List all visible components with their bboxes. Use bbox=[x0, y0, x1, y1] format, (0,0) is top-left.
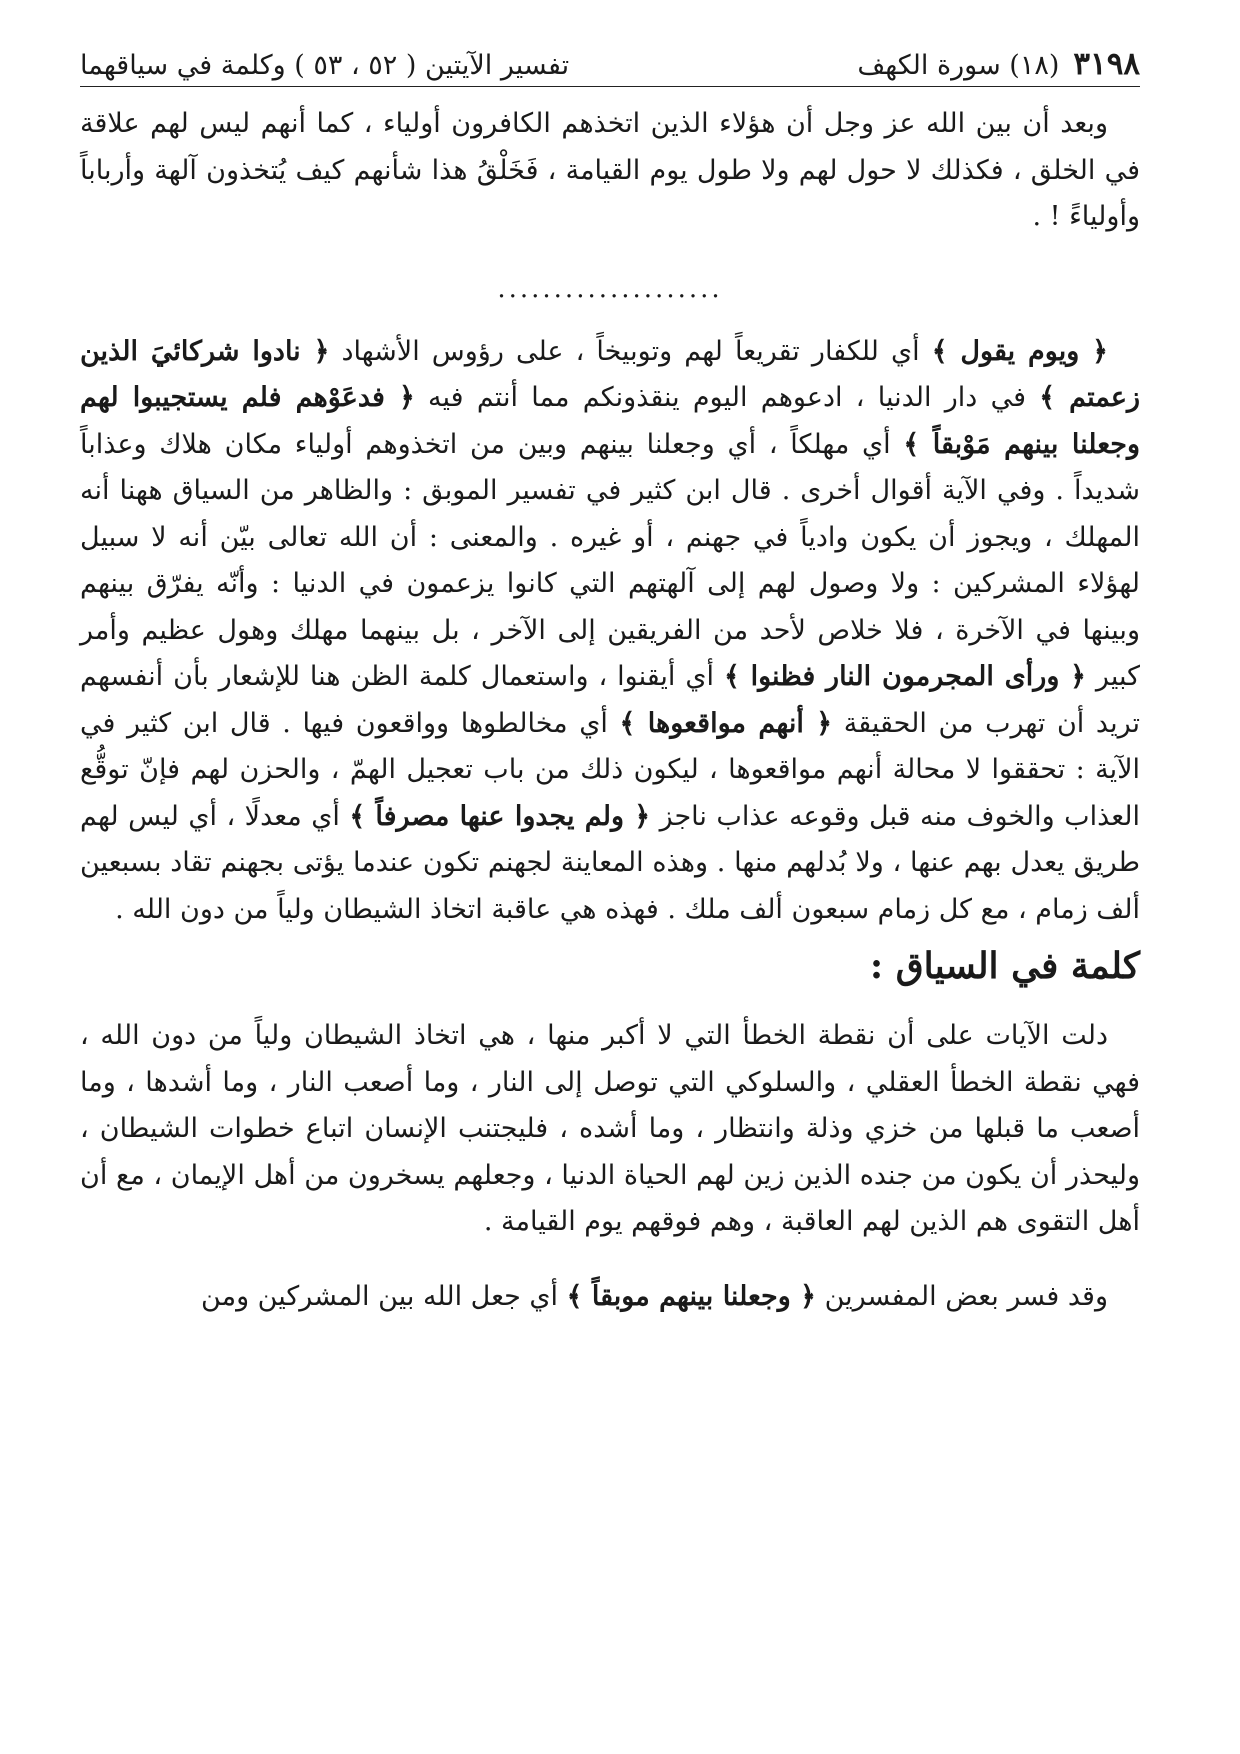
quran-quote: ﴿ فدعَوْهم فلم يستجيبوا لهم وجعلنا بينهم مَوْبقاً ﴾ bbox=[80, 382, 1140, 460]
quran-quote: ﴿ أنهم مواقعوها ﴾ bbox=[619, 707, 833, 739]
quran-quote: ﴿ ولم يجدوا عنها مصرفاً ﴾ bbox=[349, 800, 651, 832]
closing-paragraph bbox=[80, 1274, 1140, 1321]
commentary-text: في دار الدنيا ، ادعوهم اليوم ينقذونكم مما أنتم فيه bbox=[414, 382, 1040, 413]
context-subheading: كلمة في السياق : bbox=[869, 945, 1140, 987]
page-number: ٣١٩٨ bbox=[1073, 46, 1140, 82]
commentary-text: أي للكفار تقريعاً لهم وتوبيخاً ، على رؤوس الأشهاد bbox=[329, 335, 932, 367]
commentary-text: وقد فسر بعض المفسرين bbox=[815, 1280, 1108, 1312]
commentary-text: أي أيقنوا ، واستعمال كلمة الظن هنا للإشعار بأن أنفسهم تريد أن تهرب من الحقيقة bbox=[80, 661, 1141, 739]
quran-quote: ﴿ وجعلنا بينهم موبقاً ﴾ bbox=[566, 1280, 816, 1312]
quran-quote: ﴿ نادوا شركائيَ الذين زعمتم ﴾ bbox=[80, 335, 1140, 413]
quran-quote: ﴿ ويوم يقول ﴾ bbox=[931, 335, 1108, 367]
surah-title: (١٨) سورة الكهف bbox=[857, 50, 1060, 81]
context-paragraph: دلت الآيات على أن نقطة الخطأ التي لا أكبر منها ، هي اتخاذ الشيطان ولياً من دون الله ، فهي نقطة الخطأ العقلي ، والسلوكي التي توصل إلى النار ، وما أصعب النار ، وما أشدها ، وما أصعب ما قبلها من خزي وذلة وانتظار ، وما أشده ، فليجتنب الإنسان اتباع خطوات الشيطان ، وليحذر أن يكون من جنده الذين زين لهم الحياة الدنيا ، وجعلهم يسخرون من أهل الإيمان ، مع أن أهل التقوى هم الذين لهم العاقبة ، وهم فوقهم يوم القيامة . bbox=[80, 1020, 1140, 1237]
running-header bbox=[80, 38, 1140, 87]
commentary-text: أي جعل الله بين المشركين ومن bbox=[201, 1280, 567, 1312]
commentary-text: أي معدلًا ، أي ليس لهم طريق يعدل بهم عنها ، ولا بُدلهم منها . وهذه المعاينة لجهنم تكون عندما يؤتى بجهنم تقاد بسبعين ألف زمام ، مع كل زمام سبعون ألف ملك . فهذه هي عاقبة اتخاذ الشيطان ولياً من دون الله . bbox=[80, 800, 1140, 925]
section-separator: .................... bbox=[497, 273, 723, 304]
header-right bbox=[857, 44, 1140, 86]
paragraph-gap bbox=[80, 1246, 1140, 1274]
document-page bbox=[80, 38, 1140, 1728]
quran-quote: ﴿ ورأى المجرمون النار فظنوا ﴾ bbox=[724, 661, 1086, 692]
section-title: تفسير الآيتين ( ٥٢ ، ٥٣ ) وكلمة في سياقهما bbox=[80, 50, 570, 81]
tafsir-paragraph bbox=[80, 329, 1140, 934]
commentary-text: أي مخالطوها وواقعون فيها . قال ابن كثير في الآية : تحققوا لا محالة أنهم مواقعوها ، ليكون ذلك من باب تعجيل الهمّ ، والحزن لهم فإنّ توقُّع العذاب والخوف منه قبل وقوعه عذاب ناجز bbox=[80, 707, 1140, 832]
commentary-text: أي مهلكاً ، أي وجعلنا بينهم وبين من اتخذوهم أولياء مكان هلاك وعذاباً شديداً . وفي الآية أقوال أخرى . قال ابن كثير في تفسير الموبق : والظاهر من السياق ههنا أنه المهلك ، ويجوز أن يكون وادياً في جهنم ، أو غيره . والمعنى : أن الله تعالى بيّن أنه لا سبيل لهؤلاء المشركين : ولا وصول لهم إلى آلهتهم التي كانوا يزعمون في الدنيا : وأنّه يفرّق بينهم وبينها في الآخرة ، فلا خلاص لأحد من الفريقين إلى الآخر ، بل بينهما مهلك وهول عظيم وأمر كبير bbox=[80, 428, 1140, 692]
intro-paragraph: وبعد أن بين الله عز وجل أن هؤلاء الذين اتخذهم الكافرون أولياء ، كما أنهم ليس لهم علاقة في الخلق ، فكذلك لا حول لهم ولا طول يوم القيامة ، فَخَلْقُ هذا شأنهم كيف يُتخذون آلهة وأرباباً وأولياءً ! . bbox=[80, 108, 1140, 232]
